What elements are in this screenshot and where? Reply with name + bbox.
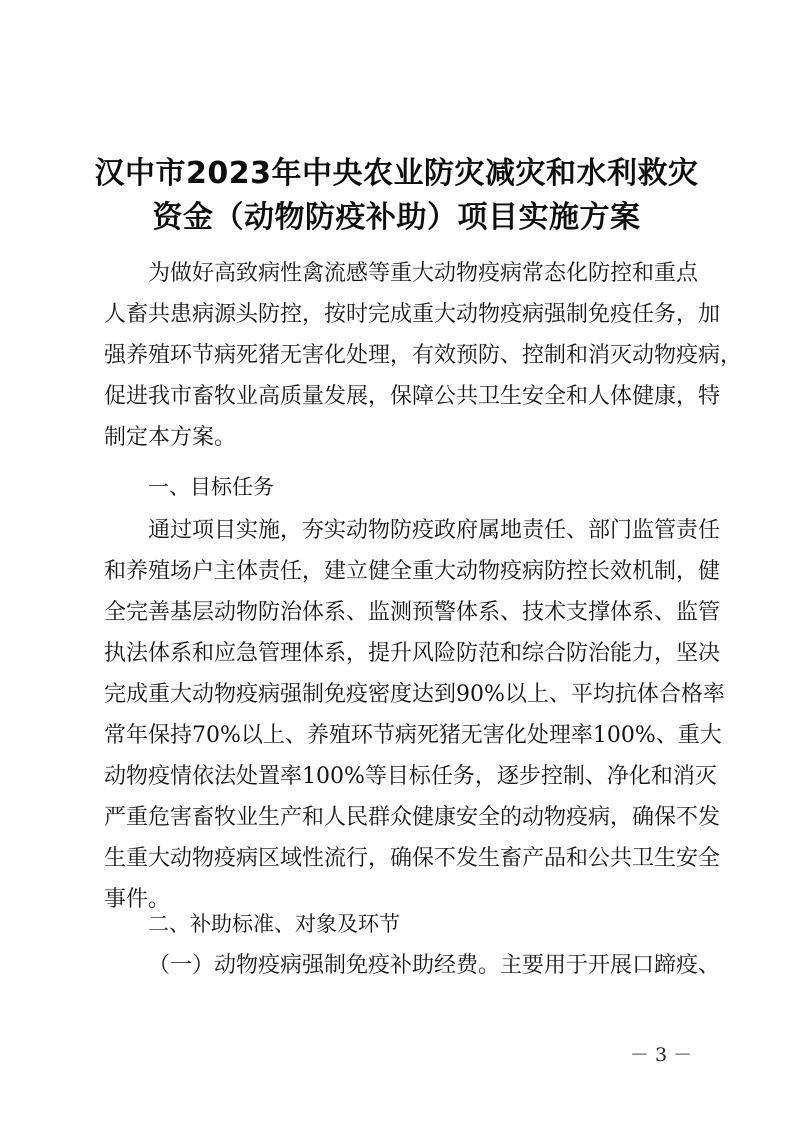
- standards-paragraph: [104, 945, 721, 986]
- paragraph-line: 制定本方案。: [104, 425, 237, 450]
- paragraph-line: 事件。: [104, 887, 171, 912]
- paragraph-line: 促进我市畜牧业高质量发展，保障公共卫生安全和人体健康，特: [104, 384, 721, 409]
- document-title-line-1: 汉中市2023年中央农业防灾减灾和水利救灾: [94, 156, 699, 191]
- paragraph-line: 通过项目实施，夯实动物防疫政府属地责任、部门监管责任: [148, 518, 721, 543]
- paragraph-line: 和养殖场户主体责任，建立健全重大动物疫病防控长效机制，健: [104, 559, 721, 584]
- paragraph-line: 动物疫情依法处置率100%等目标任务，逐步控制、净化和消灭: [104, 764, 717, 789]
- page-number: － 3 －: [630, 1044, 693, 1066]
- section-heading-standards: 二、补助标准、对象及环节: [148, 912, 400, 936]
- paragraph-line: 执法体系和应急管理体系，提升风险防范和综合防治能力，坚决: [104, 641, 721, 666]
- document-title-line-2: 资金（动物防疫补助）项目实施方案: [152, 200, 641, 235]
- section-heading-goals: 一、目标任务: [148, 475, 274, 499]
- paragraph-line: 严重危害畜牧业生产和人民群众健康安全的动物疫病，确保不发: [104, 805, 721, 830]
- paragraph-line: （一）动物疫病强制免疫补助经费。主要用于开展口蹄疫、: [148, 953, 721, 978]
- paragraph-line: 强养殖环节病死猪无害化处理，有效预防、控制和消灭动物疫病，: [104, 343, 743, 368]
- intro-paragraph: [104, 253, 743, 458]
- paragraph-line: 全完善基层动物防治体系、监测预警体系、技术支撑体系、监管: [104, 600, 721, 625]
- paragraph-line: 为做好高致病性禽流感等重大动物疫病常态化防控和重点: [148, 261, 699, 286]
- paragraph-line: 人畜共患病源头防控，按时完成重大动物疫病强制免疫任务，加: [104, 302, 721, 327]
- paragraph-line: 完成重大动物疫病强制免疫密度达到90%以上、平均抗体合格率: [104, 682, 725, 707]
- paragraph-line: 常年保持70%以上、养殖环节病死猪无害化处理率100%、重大: [104, 723, 722, 748]
- paragraph-line: 生重大动物疫病区域性流行，确保不发生畜产品和公共卫生安全: [104, 846, 721, 871]
- goals-paragraph: [104, 510, 725, 920]
